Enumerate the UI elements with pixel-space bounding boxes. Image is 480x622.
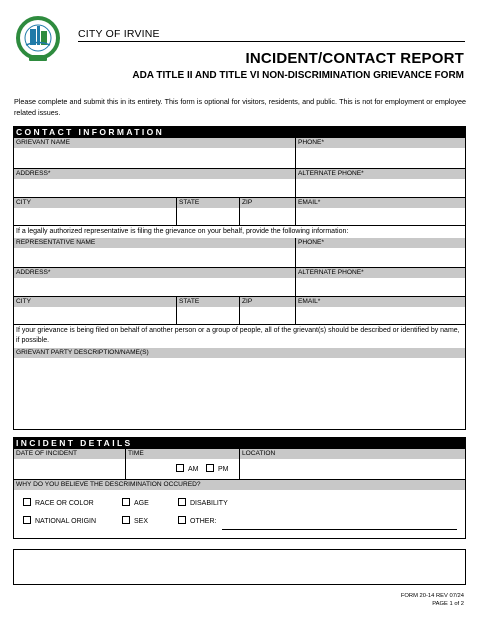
rep-city-field[interactable] <box>14 297 177 324</box>
phone-field[interactable] <box>296 138 465 168</box>
discrimination-basis-group <box>14 480 465 538</box>
city-name: CITY OF IRVINE <box>78 28 160 40</box>
zip-field[interactable] <box>240 198 296 225</box>
race-label: RACE OR COLOR <box>35 500 94 507</box>
race-checkbox[interactable] <box>23 498 31 506</box>
rep-zip-field[interactable] <box>240 297 296 324</box>
rep-address-field[interactable] <box>14 268 296 296</box>
form-title: INCIDENT/CONTACT REPORT <box>245 50 464 67</box>
rep-zip-label: ZIP <box>240 297 295 307</box>
other-text-line[interactable] <box>222 529 457 530</box>
pm-checkbox[interactable] <box>206 464 214 472</box>
other-label: OTHER: <box>190 518 217 525</box>
intro-text: Please complete and submit this in its entirety. This form is optional for visitors, residents, and public. This is not for employment or employee related issues. <box>14 97 466 117</box>
rep-email-label: EMAIL* <box>296 297 465 307</box>
additional-details-box[interactable] <box>13 549 466 585</box>
contact-section-heading: CONTACT INFORMATION <box>13 126 466 138</box>
location-label: LOCATION <box>240 449 465 459</box>
form-number: FORM 20-14 REV 07/24 <box>400 593 464 599</box>
city-field[interactable] <box>14 198 177 225</box>
rep-alternate-phone-label: ALTERNATE PHONE* <box>296 268 465 278</box>
representative-name-field[interactable] <box>14 238 296 267</box>
pm-label: PM <box>218 466 229 473</box>
age-option[interactable] <box>122 498 149 509</box>
rep-email-field[interactable] <box>296 297 465 324</box>
am-label: AM <box>188 466 199 473</box>
grievant-name-field[interactable] <box>14 138 296 168</box>
rep-city-label: CITY <box>14 297 176 307</box>
incident-section <box>13 449 466 539</box>
rep-phone-label: PHONE* <box>296 238 465 248</box>
grievant-name-label: GRIEVANT NAME <box>14 138 295 148</box>
rep-state-field[interactable] <box>177 297 240 324</box>
alternate-phone-field[interactable] <box>296 169 465 197</box>
zip-label: ZIP <box>240 198 295 208</box>
rep-address-label: ADDRESS* <box>14 268 295 278</box>
sex-checkbox[interactable] <box>122 516 130 524</box>
disability-checkbox[interactable] <box>178 498 186 506</box>
national-origin-option[interactable] <box>23 516 96 527</box>
city-label: CITY <box>14 198 176 208</box>
state-field[interactable] <box>177 198 240 225</box>
rep-phone-field[interactable] <box>296 238 465 267</box>
alternate-phone-label: ALTERNATE PHONE* <box>296 169 465 179</box>
email-field[interactable] <box>296 198 465 225</box>
age-checkbox[interactable] <box>122 498 130 506</box>
national-origin-label: NATIONAL ORIGIN <box>35 518 97 525</box>
disability-option[interactable] <box>178 498 228 509</box>
state-label: STATE <box>177 198 239 208</box>
location-field[interactable] <box>240 449 465 479</box>
form-subtitle: ADA TITLE II AND TITLE VI NON-DISCRIMINATION GRIEVANCE FORM <box>132 70 464 81</box>
sex-option[interactable] <box>122 516 148 527</box>
other-checkbox[interactable] <box>178 516 186 524</box>
phone-label: PHONE* <box>296 138 465 148</box>
am-checkbox[interactable] <box>176 464 184 472</box>
rep-state-label: STATE <box>177 297 239 307</box>
party-description-field[interactable] <box>14 348 465 429</box>
header-divider <box>78 41 465 42</box>
page-number: PAGE 1 of 2 <box>432 601 464 607</box>
rep-alternate-phone-field[interactable] <box>296 268 465 296</box>
sex-label: SEX <box>134 518 149 525</box>
party-description-label: GRIEVANT PARTY DESCRIPTION/NAME(S) <box>14 348 465 358</box>
race-option[interactable] <box>23 498 94 509</box>
city-seal-logo <box>16 14 60 64</box>
pm-option[interactable] <box>206 464 229 475</box>
group-note: If your grievance is being filed on behalf of another person or a group of people, all of the grievant(s) should be described or identified by name, if possible. <box>16 327 460 344</box>
address-label: ADDRESS* <box>14 169 295 179</box>
why-discrimination-label: WHY DO YOU BELIEVE THE DESCRIMINATION OCCURED? <box>14 480 465 490</box>
representative-note: If a legally authorized representative is filing the grievance on your behalf, provide the following information: <box>16 228 349 235</box>
age-label: AGE <box>134 500 149 507</box>
time-label: TIME <box>126 449 239 459</box>
time-field[interactable] <box>126 449 240 479</box>
address-field[interactable] <box>14 169 296 197</box>
representative-name-label: REPRESENTATIVE NAME <box>14 238 295 248</box>
am-option[interactable] <box>176 464 199 475</box>
national-origin-checkbox[interactable] <box>23 516 31 524</box>
date-of-incident-field[interactable] <box>14 449 126 479</box>
contact-section <box>13 138 466 430</box>
disability-label: DISABILITY <box>190 500 228 507</box>
email-label: EMAIL* <box>296 198 465 208</box>
other-option[interactable] <box>178 516 216 527</box>
incident-section-heading: INCIDENT DETAILS <box>13 437 466 449</box>
date-of-incident-label: DATE OF INCIDENT <box>14 449 125 459</box>
